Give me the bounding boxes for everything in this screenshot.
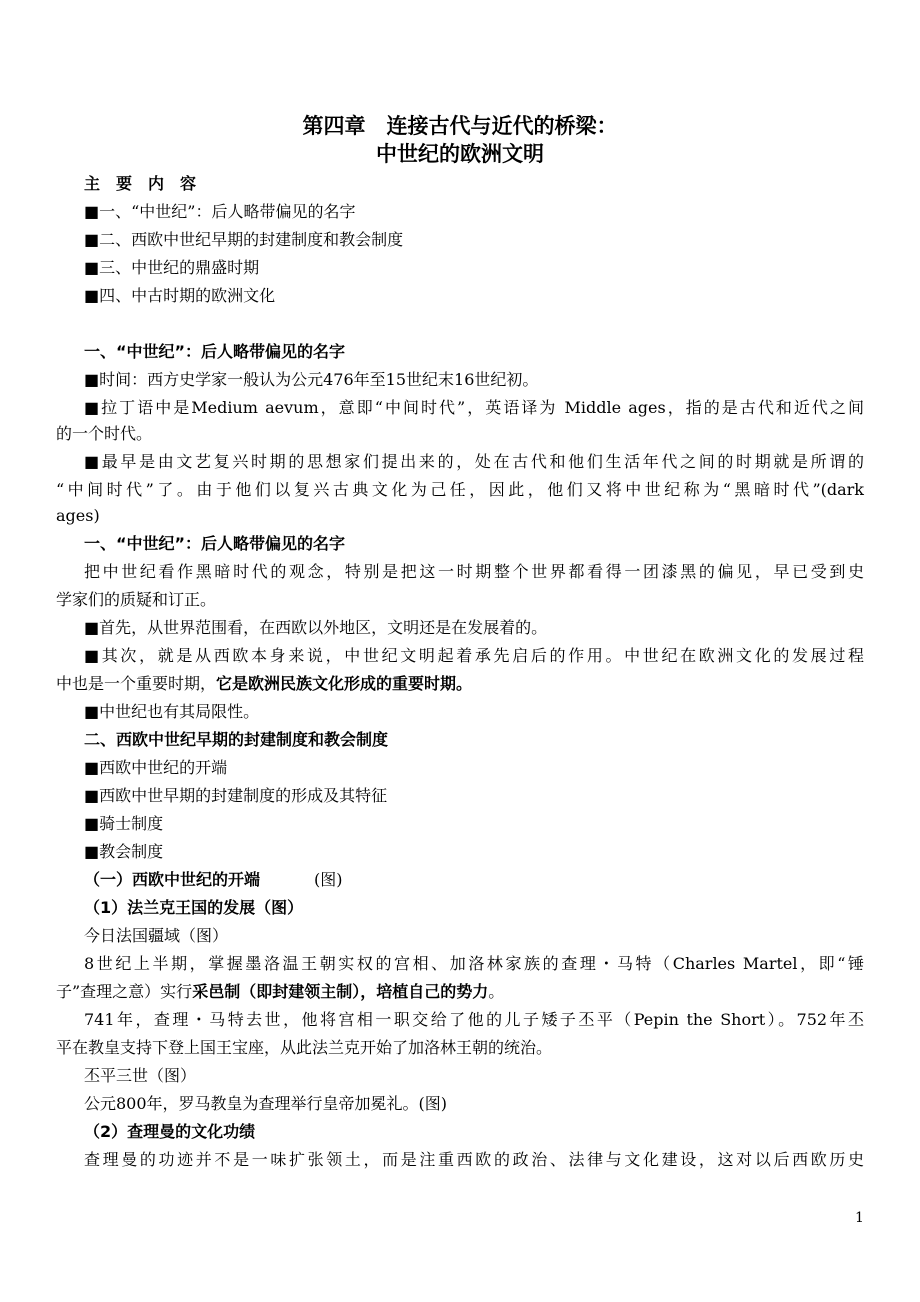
- paragraph-line: 把中世纪看作黑暗时代的观念，特别是把这一时期整个世界都看得一团漆黑的偏见，早已受到史: [84, 562, 864, 581]
- paragraph-line: ■其次，就是从西欧本身来说，中世纪文明起着承先启后的作用。中世纪在欧洲文化的发展过程: [84, 646, 864, 665]
- section-heading: 二、西欧中世纪早期的封建制度和教会制度: [84, 730, 389, 749]
- contents-item: ■一、“中世纪”：后人略带偏见的名字: [84, 202, 356, 221]
- list-item: ■西欧中世早期的封建制度的形成及其特征: [84, 786, 388, 805]
- section-heading: 一、“中世纪”：后人略带偏见的名字: [84, 342, 346, 361]
- paragraph-line: ages): [56, 506, 100, 525]
- paragraph-line: 8世纪上半期，掌握墨洛温王朝实权的宫相、加洛林家族的查理・马特（Charles Martel，即“锤: [84, 954, 864, 973]
- page-number: 1: [855, 1210, 864, 1226]
- paragraph-line: 丕平三世（图）: [84, 1066, 197, 1085]
- paragraph-line: ■最早是由文艺复兴时期的思想家们提出来的，处在古代和他们生活年代之间的时期就是所谓的: [84, 452, 864, 471]
- paragraph-line: ■时间：西方史学家一般认为公元476年至15世纪末16世纪初。: [84, 370, 539, 389]
- paragraph-line: 公元800年，罗马教皇为查理举行皇帝加冕礼。(图): [84, 1094, 448, 1113]
- list-item: ■教会制度: [84, 842, 164, 861]
- contents-item: ■四、中古时期的欧洲文化: [84, 286, 276, 305]
- list-item: ■骑士制度: [84, 814, 164, 833]
- bold-text-run: 采邑制（即封建领主制），培植自己的势力: [192, 982, 489, 1001]
- paragraph-line: [56, 982, 864, 1002]
- subsection-heading: （2）查理曼的文化功绩: [84, 1122, 256, 1141]
- bold-text-run: 它是欧洲民族文化形成的重要时期。: [216, 674, 473, 693]
- figure-reference: (图): [314, 870, 343, 889]
- contents-item: ■二、西欧中世纪早期的封建制度和教会制度: [84, 230, 404, 249]
- paragraph-line: 今日法国疆域（图）: [84, 926, 229, 945]
- subsection-heading-line: [84, 870, 892, 890]
- paragraph-line: 741年，查理・马特去世，他将宫相一职交给了他的儿子矮子丕平（Pepin the Short）。752年丕: [84, 1010, 864, 1029]
- paragraph-line: 查理曼的功迹并不是一味扩张领土，而是注重西欧的政治、法律与文化建设，这对以后西欧历史: [84, 1150, 864, 1169]
- chapter-title-line2: 中世纪的欧洲文明: [376, 142, 544, 166]
- paragraph-line: 平在教皇支持下登上国王宝座，从此法兰克开始了加洛林王朝的统治。: [56, 1038, 553, 1057]
- paragraph-line: ■首先，从世界范围看，在西欧以外地区，文明还是在发展着的。: [84, 618, 548, 637]
- paragraph-line: 学家们的质疑和订正。: [56, 590, 217, 609]
- subsection-heading: （1）法兰克王国的发展（图）: [84, 898, 304, 917]
- section-heading: 一、“中世纪”：后人略带偏见的名字: [84, 534, 346, 553]
- text-run: 子”查理之意）实行: [56, 982, 193, 1001]
- paragraph-line: ■拉丁语中是Medium aevum，意即“中间时代”，英语译为 Middle ages，指的是古代和近代之间: [84, 398, 864, 417]
- subsection-heading: （一）西欧中世纪的开端: [84, 870, 261, 889]
- paragraph-line: 的一个时代。: [56, 424, 153, 443]
- contents-item: ■三、中世纪的鼎盛时期: [84, 258, 260, 277]
- paragraph-line: “中间时代”了。由于他们以复兴古典文化为己任，因此，他们又将中世纪称为“黑暗时代”(dark: [56, 480, 864, 499]
- paragraph-line: [56, 674, 864, 694]
- list-item: ■西欧中世纪的开端: [84, 758, 228, 777]
- text-run: 。: [488, 982, 505, 1001]
- paragraph-line: ■中世纪也有其局限性。: [84, 702, 260, 721]
- contents-heading: 主 要 内 容: [84, 174, 197, 193]
- chapter-title-line1: 第四章 连接古代与近代的桥梁：: [302, 114, 618, 138]
- text-run: 中也是一个重要时期，: [56, 674, 217, 693]
